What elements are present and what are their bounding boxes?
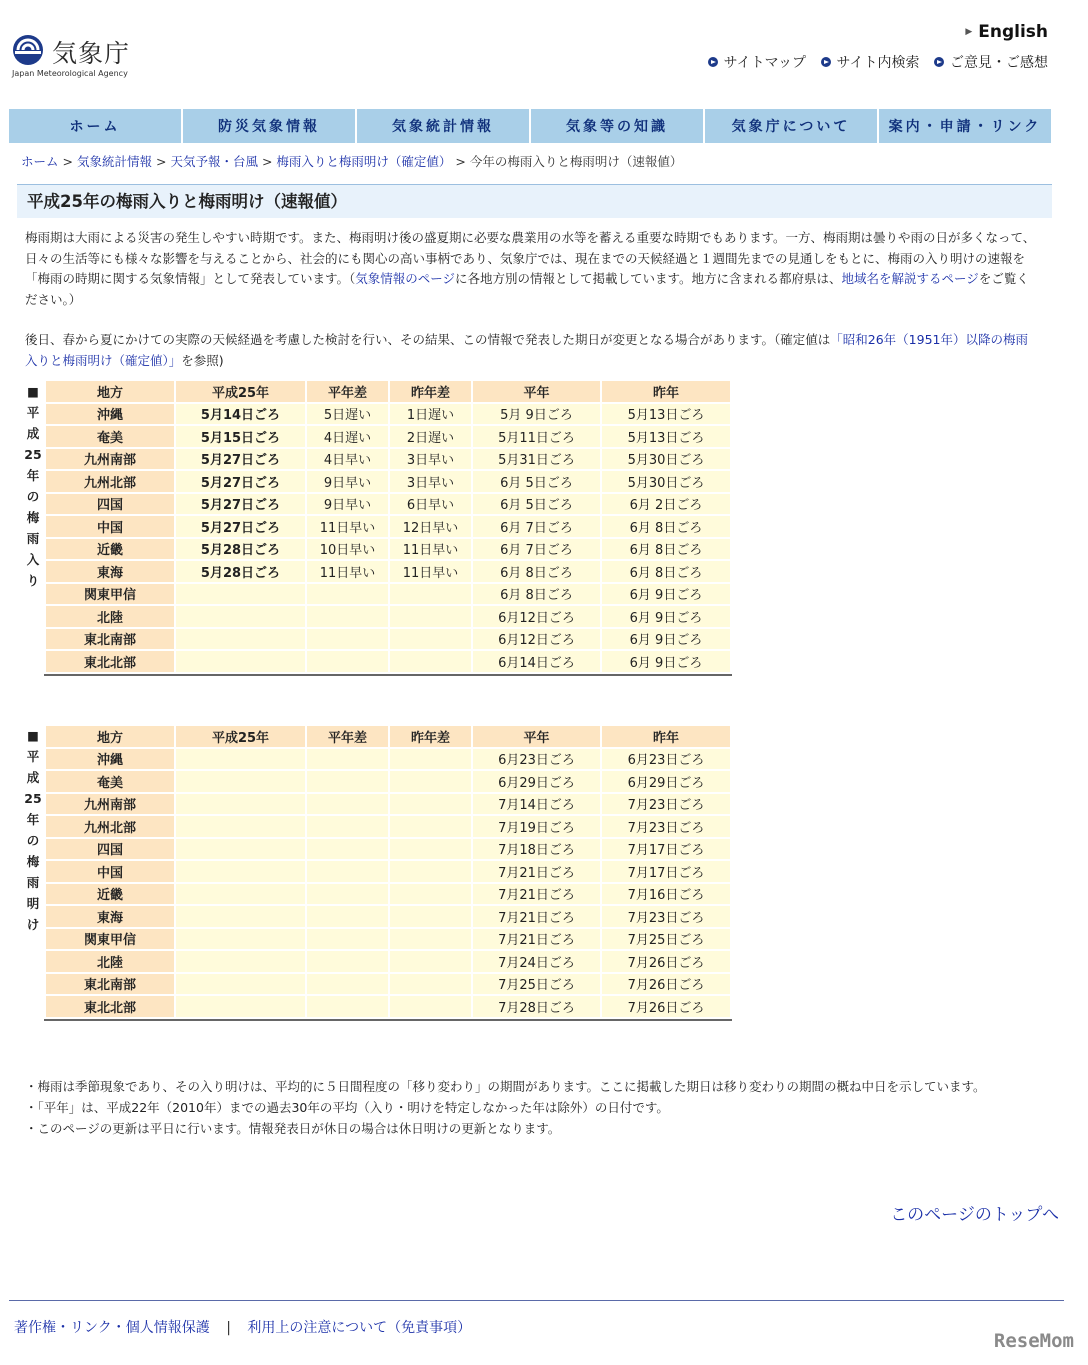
region-cell: 東海 [46, 906, 174, 927]
sitemap-link[interactable] [708, 55, 806, 71]
sitemap-label: サイトマップ [723, 55, 807, 71]
table-row [46, 929, 730, 950]
table-cell [390, 794, 471, 815]
table-cell [176, 861, 305, 882]
label-char: 雨 [26, 875, 40, 890]
site-search-label: サイト内検索 [836, 55, 920, 71]
intro-text-3: をご覧ください。） [25, 271, 1029, 307]
region-cell: 沖縄 [46, 749, 174, 770]
table-cell [176, 906, 305, 927]
region-cell: 近畿 [46, 884, 174, 905]
table-cell: 7月18日ごろ [473, 839, 600, 860]
column-header: 昨年 [602, 381, 730, 402]
site-header [0, 0, 1088, 105]
english-label: English [978, 22, 1048, 42]
table-cell [390, 816, 471, 837]
region-cell: 奄美 [46, 771, 174, 792]
table-cell: 5月30日ごろ [602, 449, 730, 470]
table-cell [390, 884, 471, 905]
label-char: ■ [27, 384, 39, 399]
table-cell: 7月26日ごろ [602, 996, 730, 1017]
revision-note-paragraph [25, 330, 1037, 371]
table-cell [390, 929, 471, 950]
table-row [46, 816, 730, 837]
label-char: 年 [26, 812, 40, 827]
table-cell [176, 794, 305, 815]
table-cell: 6月14日ごろ [473, 651, 600, 672]
table-cell: 6月 8日ごろ [602, 539, 730, 560]
table-cell [307, 906, 388, 927]
jma-logo-icon [12, 34, 44, 66]
table-cell [307, 839, 388, 860]
table-row [46, 974, 730, 995]
table-cell: 6月29日ごろ [473, 771, 600, 792]
table-row [46, 861, 730, 882]
footer-link-disclaimer[interactable]: 利用上の注意について（免責事項） [247, 1320, 472, 1336]
table-cell: 5月28日ごろ [176, 539, 305, 560]
table-row [46, 561, 730, 582]
region-cell: 東北北部 [46, 651, 174, 672]
breadcrumb-link-statistics[interactable]: 気象統計情報 [76, 154, 152, 169]
table-cell: 7月23日ごろ [602, 816, 730, 837]
table-row [46, 426, 730, 447]
region-cell: 東海 [46, 561, 174, 582]
table-cell: 7月26日ごろ [602, 974, 730, 995]
note-item: ・「平年」は、平成22年（2010年）までの過去30年の平均（入り・明けを特定しなかった年は除外）の日付です。 [25, 1100, 669, 1115]
breadcrumb [21, 152, 682, 170]
table-cell: 6月 9日ごろ [602, 629, 730, 650]
table-cell [176, 839, 305, 860]
table-cell: 6月23日ごろ [473, 749, 600, 770]
table-row [46, 629, 730, 650]
table-cell: 6月 9日ごろ [602, 651, 730, 672]
confirmed-values-link[interactable]: 「昭和26年（1951年）以降の梅雨入りと梅雨明け（確定値）」 [25, 332, 1028, 368]
breadcrumb-separator: > [261, 154, 273, 169]
table-cell: 7月21日ごろ [473, 929, 600, 950]
english-link[interactable] [965, 22, 1048, 42]
region-cell: 東北北部 [46, 996, 174, 1017]
region-cell: 九州北部 [46, 816, 174, 837]
table-cell: 6月12日ごろ [473, 606, 600, 627]
table-row [46, 771, 730, 792]
table-row [46, 404, 730, 425]
table-cell: 6月29日ごろ [602, 771, 730, 792]
nav-item-about[interactable]: 気象庁について [705, 109, 879, 143]
table-cell [176, 606, 305, 627]
region-cell: 関東甲信 [46, 584, 174, 605]
table-row [46, 449, 730, 470]
global-nav [9, 109, 1051, 143]
table-row [46, 749, 730, 770]
table-cell [307, 974, 388, 995]
table-cell [307, 651, 388, 672]
footer-divider [9, 1300, 1064, 1301]
nav-item-statistics[interactable]: 気象統計情報 [357, 109, 531, 143]
table-cell: 6月 8日ごろ [473, 561, 600, 582]
column-header: 平成25年 [176, 381, 305, 402]
table-cell: 6月 5日ごろ [473, 494, 600, 515]
table-cell [176, 951, 305, 972]
nav-item-knowledge[interactable]: 気象等の知識 [531, 109, 705, 143]
label-char: 入 [26, 552, 40, 567]
arrow-right-icon: ▶ [965, 27, 973, 37]
label-char: け [26, 917, 40, 932]
table-cell: 7月17日ごろ [602, 839, 730, 860]
footer-link-copyright[interactable]: 著作権・リンク・個人情報保護 [14, 1320, 210, 1336]
label-char: 25 [24, 447, 42, 462]
table-cell [176, 584, 305, 605]
table-cell: 5月27日ごろ [176, 449, 305, 470]
table-cell [176, 996, 305, 1017]
column-header: 平年 [473, 381, 600, 402]
table-cell [176, 974, 305, 995]
arrow-circle-icon [708, 57, 718, 67]
region-cell: 近畿 [46, 539, 174, 560]
table-cell: 9日早い [307, 471, 388, 492]
table-cell: 7月21日ごろ [473, 906, 600, 927]
table-row [46, 651, 730, 672]
table-cell: 7月14日ごろ [473, 794, 600, 815]
note-text-2: を参照) [181, 352, 224, 368]
table-cell: 6月 8日ごろ [602, 516, 730, 537]
label-char: 梅 [26, 854, 40, 869]
table-row [46, 884, 730, 905]
table-cell [307, 584, 388, 605]
region-names-link[interactable]: 地域名を解説するページ [841, 271, 979, 286]
table-cell [176, 749, 305, 770]
table-cell: 5日遅い [307, 404, 388, 425]
onset-table [44, 379, 732, 676]
table-cell [390, 951, 471, 972]
table-row [46, 606, 730, 627]
region-cell: 中国 [46, 861, 174, 882]
note-item: ・梅雨は季節現象であり、その入り明けは、平均的に５日間程度の「移り変わり」の期間があります。ここに掲載した期日は移り変わりの期間の概ね中日を示しています。 [25, 1079, 986, 1094]
feedback-label: ご意見・ご感想 [950, 55, 1048, 71]
note-text-1: 後日、春から夏にかけての実際の天候経過を考慮した検討を行い、その結果、この情報で発表した期日が変更となる場合があります。（確定値は [25, 332, 831, 347]
table-cell [390, 861, 471, 882]
column-header: 平成25年 [176, 726, 305, 747]
table-row [46, 906, 730, 927]
table-cell: 7月16日ごろ [602, 884, 730, 905]
utility-links [698, 52, 1048, 72]
label-char: ■ [27, 728, 39, 743]
table-cell: 6月 9日ごろ [602, 606, 730, 627]
intro-text-2: に各地方別の情報として掲載しています。地方に含まれる都府県は、 [455, 271, 842, 286]
table-cell [390, 839, 471, 860]
column-header: 平年差 [307, 726, 388, 747]
column-header: 昨年 [602, 726, 730, 747]
region-cell: 北陸 [46, 951, 174, 972]
table-cell: 11日早い [307, 561, 388, 582]
table-cell: 6月 8日ごろ [473, 584, 600, 605]
table-cell: 7月25日ごろ [473, 974, 600, 995]
logo-text: 気象庁 [52, 39, 131, 68]
table-cell: 4日遅い [307, 426, 388, 447]
table-cell: 6月 7日ごろ [473, 539, 600, 560]
table-cell: 9日早い [307, 494, 388, 515]
label-char: 雨 [26, 531, 40, 546]
table-cell [390, 584, 471, 605]
column-header: 地方 [46, 381, 174, 402]
table-cell [307, 749, 388, 770]
note-item: ・このページの更新は平日に行います。情報発表日が休日の場合は休日明けの更新となります。 [25, 1121, 561, 1136]
table-row [46, 996, 730, 1017]
end-table [44, 724, 732, 1021]
notes-list [25, 1076, 986, 1139]
table-cell [390, 629, 471, 650]
table-row [46, 584, 730, 605]
table-cell: 11日早い [390, 561, 471, 582]
table-cell [176, 771, 305, 792]
table-cell: 11日早い [307, 516, 388, 537]
table-row [46, 471, 730, 492]
table-cell: 7月26日ごろ [602, 951, 730, 972]
table-cell: 7月21日ごろ [473, 884, 600, 905]
table-cell [176, 651, 305, 672]
table-cell: 5月30日ごろ [602, 471, 730, 492]
region-cell: 四国 [46, 494, 174, 515]
logo-english-text: Japan Meteorological Agency [12, 69, 128, 78]
table-cell: 7月19日ごろ [473, 816, 600, 837]
table-header-row [46, 726, 730, 747]
table-cell [307, 884, 388, 905]
label-char: の [26, 489, 40, 504]
table-cell [307, 816, 388, 837]
table-cell [176, 816, 305, 837]
breadcrumb-link-home[interactable]: ホーム [21, 154, 59, 169]
table-cell [390, 749, 471, 770]
table-cell: 7月25日ごろ [602, 929, 730, 950]
table-cell: 12日早い [390, 516, 471, 537]
table-row [46, 539, 730, 560]
table-cell: 5月15日ごろ [176, 426, 305, 447]
table-cell: 6月12日ごろ [473, 629, 600, 650]
region-cell: 沖縄 [46, 404, 174, 425]
table-row [46, 516, 730, 537]
label-char: 平 [26, 405, 40, 420]
column-header: 平年差 [307, 381, 388, 402]
table-cell [390, 771, 471, 792]
table-cell [390, 996, 471, 1017]
table-cell [307, 951, 388, 972]
table-cell: 7月28日ごろ [473, 996, 600, 1017]
table-cell: 5月31日ごろ [473, 449, 600, 470]
table-cell [390, 651, 471, 672]
table-cell: 2日遅い [390, 426, 471, 447]
column-header: 平年 [473, 726, 600, 747]
region-cell: 奄美 [46, 426, 174, 447]
label-char: 年 [26, 468, 40, 483]
table-cell: 7月21日ごろ [473, 861, 600, 882]
table-cell: 5月11日ごろ [473, 426, 600, 447]
table-cell: 1日遅い [390, 404, 471, 425]
breadcrumb-current: 今年の梅雨入りと梅雨明け（速報値） [469, 154, 683, 169]
table-cell: 6月 2日ごろ [602, 494, 730, 515]
table-cell: 6日早い [390, 494, 471, 515]
table-cell [176, 629, 305, 650]
table-row [46, 794, 730, 815]
label-char: 梅 [26, 510, 40, 525]
page-title: 平成25年の梅雨入りと梅雨明け（速報値） [17, 184, 1052, 218]
weather-info-link[interactable]: 気象情報のページ [355, 271, 456, 286]
table-cell: 5月13日ごろ [602, 404, 730, 425]
region-cell: 中国 [46, 516, 174, 537]
table-row [46, 494, 730, 515]
table-cell: 11日早い [390, 539, 471, 560]
region-cell: 四国 [46, 839, 174, 860]
table-cell: 5月27日ごろ [176, 471, 305, 492]
label-char: 成 [26, 426, 40, 441]
table-cell: 6月 5日ごろ [473, 471, 600, 492]
table-cell [307, 794, 388, 815]
label-char: 平 [26, 749, 40, 764]
table-cell: 7月24日ごろ [473, 951, 600, 972]
breadcrumb-link-forecast[interactable]: 天気予報・台風 [170, 154, 258, 169]
region-cell: 九州南部 [46, 794, 174, 815]
table-cell [390, 906, 471, 927]
label-char: の [26, 833, 40, 848]
table-cell: 6月 8日ごろ [602, 561, 730, 582]
region-cell: 九州北部 [46, 471, 174, 492]
feedback-link[interactable] [934, 55, 1048, 71]
site-search-link[interactable] [821, 55, 920, 71]
table-cell: 5月13日ごろ [602, 426, 730, 447]
breadcrumb-link-rainy-season[interactable]: 梅雨入りと梅雨明け（確定値） [276, 154, 452, 169]
intro-text-1: 梅雨期は大雨による災害の発生しやすい時期です。また、梅雨明け後の盛夏期に必要な農業用の水等を蓄える重要な時期でもあります。一方、梅雨期は曇りや雨の日が多くなって、日々の生活等にも様々な影響を与えることから、社会的にも関心の高い事柄であり、気象庁では、現在までの天候経過と１週間先までの見通しをもとに、梅雨の入り明けの速報を「梅雨の時期に関する気象情報」として発表しています。（ [25, 230, 1036, 286]
end-table-label [24, 725, 42, 935]
back-to-top-link[interactable]: このページのトップへ [890, 1205, 1059, 1225]
table-cell [307, 771, 388, 792]
table-cell [390, 974, 471, 995]
label-char: り [26, 573, 40, 588]
table-cell: 7月23日ごろ [602, 794, 730, 815]
table-cell: 3日早い [390, 471, 471, 492]
label-char: 成 [26, 770, 40, 785]
table-cell: 7月23日ごろ [602, 906, 730, 927]
label-char: 明 [26, 896, 40, 911]
table-cell: 5月 9日ごろ [473, 404, 600, 425]
column-header: 地方 [46, 726, 174, 747]
label-char: 25 [24, 791, 42, 806]
arrow-circle-icon [821, 57, 831, 67]
table-cell: 6月23日ごろ [602, 749, 730, 770]
table-cell [307, 629, 388, 650]
table-cell [307, 606, 388, 627]
table-cell [307, 929, 388, 950]
breadcrumb-separator: > [155, 154, 167, 169]
breadcrumb-separator: > [62, 154, 73, 169]
intro-paragraph [25, 228, 1037, 310]
column-header: 昨年差 [390, 381, 471, 402]
table-cell: 6月 7日ごろ [473, 516, 600, 537]
region-cell: 東北南部 [46, 974, 174, 995]
table-row [46, 839, 730, 860]
table-row [46, 951, 730, 972]
table-cell [307, 861, 388, 882]
onset-table-label [24, 381, 42, 591]
region-cell: 九州南部 [46, 449, 174, 470]
table-cell: 10日早い [307, 539, 388, 560]
footer-separator: | [226, 1320, 231, 1336]
table-cell: 6月 9日ごろ [602, 584, 730, 605]
table-cell [307, 996, 388, 1017]
nav-item-home[interactable]: ホーム [9, 109, 183, 143]
table-cell: 5月14日ごろ [176, 404, 305, 425]
region-cell: 関東甲信 [46, 929, 174, 950]
table-cell: 5月28日ごろ [176, 561, 305, 582]
table-cell [390, 606, 471, 627]
footer [14, 1317, 471, 1337]
table-cell: 5月27日ごろ [176, 516, 305, 537]
table-cell: 4日早い [307, 449, 388, 470]
region-cell: 東北南部 [46, 629, 174, 650]
table-header-row [46, 381, 730, 402]
region-cell: 北陸 [46, 606, 174, 627]
table-cell: 5月27日ごろ [176, 494, 305, 515]
nav-item-guide-links[interactable]: 案内・申請・リンク [888, 119, 1042, 135]
breadcrumb-separator: > [455, 154, 466, 169]
table-cell [176, 884, 305, 905]
table-cell: 7月17日ごろ [602, 861, 730, 882]
table-cell [176, 929, 305, 950]
arrow-circle-icon [934, 57, 944, 67]
column-header: 昨年差 [390, 726, 471, 747]
watermark-logo: ReseMom [993, 1330, 1074, 1352]
nav-item-disaster-info[interactable]: 防災気象情報 [183, 109, 357, 143]
table-cell: 3日早い [390, 449, 471, 470]
